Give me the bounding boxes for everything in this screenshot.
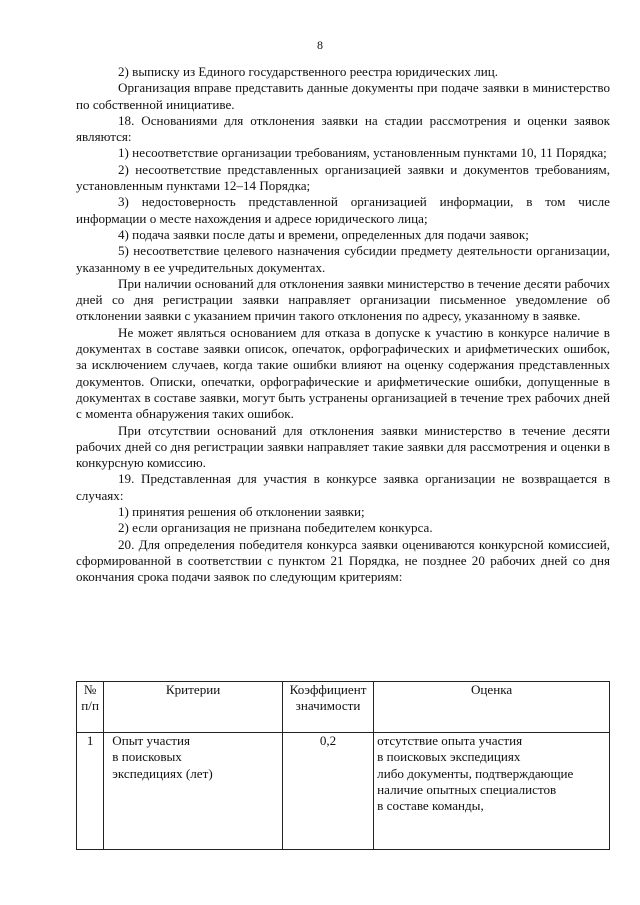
page-number: 8 [317, 38, 323, 52]
paragraph: 4) подача заявки после даты и времени, определенных для подачи заявок; [118, 226, 529, 242]
paragraph: 3) недостоверность представленной организацией информации, в том числе информации о месте нахождения и адресе юридического лица; [76, 194, 610, 226]
evaluation-line: либо документы, подтверждающие [377, 765, 574, 781]
evaluation-line: наличие опытных специалистов [377, 781, 557, 797]
paragraph: Организация вправе представить данные документы при подаче заявки в министерство по собственной инициативе. [76, 80, 610, 112]
table-row [77, 733, 610, 850]
row-coefficient: 0,2 [282, 733, 373, 850]
criteria-table [76, 681, 610, 850]
paragraph: 1) несоответствие организации требованиям, установленным пунктами 10, 11 Порядка; [118, 145, 607, 161]
paragraph: 2) несоответствие представленных организацией заявки и документов требованиям, установленным пунктами 12–14 Порядка; [76, 161, 610, 194]
paragraph: 5) несоответствие целевого назначения субсидии предмету деятельности организации, указанному в ее учредительных документах. [76, 243, 610, 275]
paragraph: 19. Представленная для участия в конкурсе заявка организации не возвращается в случаях: [76, 471, 610, 503]
evaluation-line: в составе команды, [377, 798, 484, 814]
table-header-row [77, 682, 610, 733]
row-number: 1 [77, 733, 104, 850]
paragraph: 2) выписку из Единого государственного реестра юридических лиц. [118, 64, 499, 79]
paragraph: При наличии оснований для отклонения заявки министерство в течение десяти рабочих дней со дня регистрации заявки направляет организации письменное уведомление об отклонении заявки с указанием причин такого отклонения по адресу, указанному в заявке. [76, 275, 610, 324]
criteria-line: в поисковых [112, 749, 182, 765]
row-evaluation [374, 733, 610, 850]
paragraph: При отсутствии оснований для отклонения заявки министерство в течение десяти рабочих дней со дня регистрации заявки направляет такие заявки для рассмотрения и оценки в конкурсную комиссию. [76, 422, 610, 471]
paragraph: Не может являться основанием для отказа в допуске к участию в конкурсе наличие в документах в составе заявки описок, опечаток, орфографических и арифметических ошибок, за исключением случаев, когда такие ошибки влияют на оценку содержания представленных документов. Описки, опечатки, орфографические и арифметические ошибки, допущенные в документах в составе заявки, могут быть устранены организацией в течение трех рабочих дней с момента обнаружения таких ошибок. [76, 324, 610, 422]
header-number-line: № [83, 682, 97, 697]
evaluation-line: отсутствие опыта участия [377, 733, 523, 748]
header-criteria: Критерии [104, 682, 283, 733]
paragraph: 18. Основаниями для отклонения заявки на стадии рассмотрения и оценки заявок являются: [76, 112, 610, 145]
paragraph: 2) если организация не признана победителем конкурса. [118, 520, 433, 536]
header-number-line: п/п [81, 698, 99, 714]
evaluation-line: в поисковых экспедициях [377, 749, 521, 765]
criteria-line: Опыт участия [112, 733, 191, 748]
paragraph: 20. Для определения победителя конкурса заявки оцениваются конкурсной комиссией, сформированной в соответствии с пунктом 21 Порядка, не позднее 20 рабочих дней со дня окончания срока подачи заявок по следующим критериям: [76, 536, 610, 585]
header-coefficient-line: значимости [295, 698, 361, 714]
document-body [76, 64, 610, 586]
header-coefficient [282, 682, 373, 733]
header-evaluation: Оценка [374, 682, 610, 733]
header-number [77, 682, 104, 733]
criteria-line: экспедициях (лет) [112, 765, 213, 781]
header-coefficient-line: Коэффициент [289, 682, 367, 697]
paragraph: 1) принятия решения об отклонении заявки; [118, 504, 365, 520]
row-criteria [104, 733, 283, 850]
